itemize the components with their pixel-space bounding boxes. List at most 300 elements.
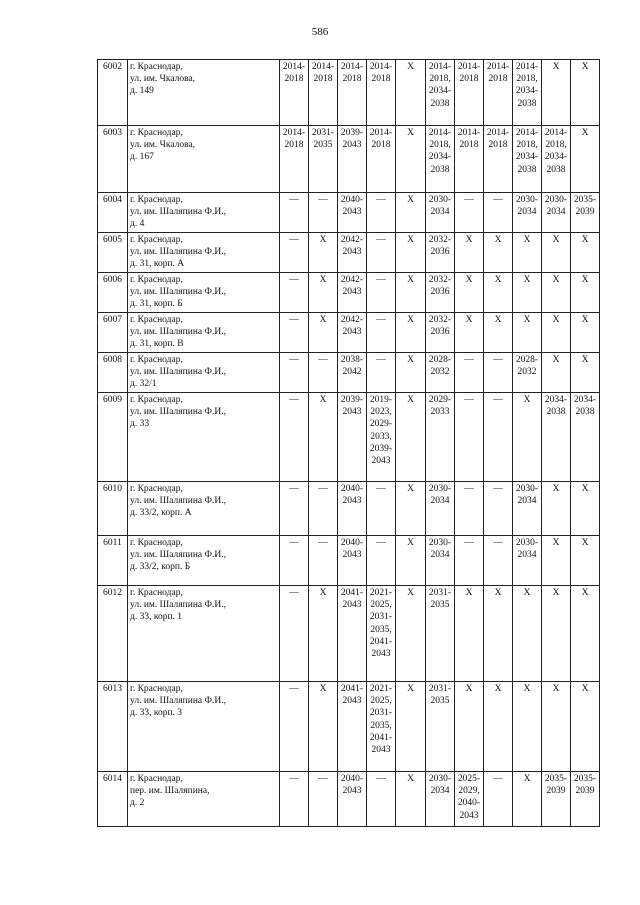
cell-line: 2043 <box>342 786 362 797</box>
address-cell <box>128 233 280 273</box>
cell-line: — <box>493 774 503 784</box>
schedule-cell <box>426 353 455 393</box>
schedule-cell <box>542 682 571 772</box>
table-row <box>98 273 600 313</box>
cell-line: X <box>407 774 414 784</box>
cell-line: — <box>464 538 474 548</box>
cell-line: X <box>552 588 560 598</box>
schedule-cell <box>396 682 426 772</box>
cell-line: 2014- <box>515 128 539 138</box>
cell-line: 2035, <box>370 720 392 731</box>
schedule-cell <box>426 126 455 193</box>
cell-line: 2018, <box>545 140 567 151</box>
address-line: г. Краснодар, <box>130 315 183 325</box>
cell-line: X <box>319 588 327 598</box>
cell-line: X <box>465 315 473 325</box>
cell-line: 2039- <box>369 443 393 454</box>
cell-line: 2043 <box>342 140 362 151</box>
cell-line: 2034 <box>430 496 450 507</box>
schedule-cell <box>513 126 542 193</box>
address-line: ул. им. Шаляпина Ф.И., <box>130 496 226 507</box>
cell-line: 2025, <box>370 600 392 611</box>
schedule-cell <box>338 682 367 772</box>
address-line: ул. им. Шаляпина Ф.И., <box>130 327 226 338</box>
schedule-cell <box>513 586 542 682</box>
schedule-cell <box>338 126 367 193</box>
cell-line: X <box>407 275 414 285</box>
schedule-cell <box>484 682 513 772</box>
address-line: г. Краснодар, <box>130 395 183 405</box>
cell-line: — <box>289 588 299 598</box>
schedule-cell <box>367 482 396 536</box>
schedule-cell <box>338 586 367 682</box>
cell-line: 2018, <box>429 140 451 151</box>
cell-line: 2034- <box>573 395 597 405</box>
schedule-cell <box>484 353 513 393</box>
cell-line: — <box>376 315 386 325</box>
schedule-cell <box>338 393 367 482</box>
cell-line: X <box>494 684 502 694</box>
address-line: ул. им. Шаляпина Ф.И., <box>130 247 226 258</box>
schedule-cell <box>309 126 338 193</box>
schedule-cell <box>396 193 426 233</box>
cell-line: 2043 <box>342 496 362 507</box>
cell-line: 2025- <box>457 774 481 784</box>
cell-line: 2034 <box>546 207 566 218</box>
schedule-cell <box>396 313 426 353</box>
row-number: 6014 <box>98 772 128 827</box>
cell-line: X <box>552 275 560 285</box>
cell-line: 2031- <box>311 128 335 138</box>
address-line: ул. им. Шаляпина Ф.И., <box>130 550 226 561</box>
schedule-cell <box>571 536 600 586</box>
schedule-cell <box>280 126 309 193</box>
schedule-cell <box>513 233 542 273</box>
schedule-cell <box>426 193 455 233</box>
address-cell <box>128 536 280 586</box>
cell-line: 2039 <box>546 786 566 797</box>
address-line: д. 149 <box>130 86 154 97</box>
row-number: 6002 <box>98 60 128 126</box>
schedule-cell <box>455 536 484 586</box>
cell-line: X <box>465 588 473 598</box>
cell-line: 2038 <box>517 164 537 175</box>
cell-line: 2035, <box>370 624 392 635</box>
cell-line: 2031- <box>428 684 452 694</box>
cell-line: 2034- <box>515 152 539 163</box>
cell-line: 2032- <box>428 235 452 245</box>
schedule-cell <box>484 313 513 353</box>
cell-line: 2034- <box>428 152 452 163</box>
cell-line: — <box>289 774 299 784</box>
schedule-cell <box>367 772 396 827</box>
address-cell <box>128 586 280 682</box>
address-line: г. Краснодар, <box>130 128 183 138</box>
row-number: 6005 <box>98 233 128 273</box>
schedule-cell <box>426 682 455 772</box>
address-line: ул. им. Шаляпина Ф.И., <box>130 207 226 218</box>
address-line: д. 31, корп. Б <box>130 299 183 310</box>
cell-line: — <box>493 538 503 548</box>
table-row <box>98 393 600 482</box>
cell-line: 2043 <box>342 550 362 561</box>
cell-line: — <box>376 235 386 245</box>
schedule-cell <box>571 772 600 827</box>
schedule-cell <box>513 682 542 772</box>
address-line: г. Краснодар, <box>130 684 183 694</box>
cell-line: 2040- <box>340 484 364 494</box>
row-number: 6011 <box>98 536 128 586</box>
cell-line: — <box>493 355 503 365</box>
schedule-cell <box>426 233 455 273</box>
table-row <box>98 682 600 772</box>
cell-line: 2014- <box>457 128 481 138</box>
cell-line: 2014- <box>282 128 306 138</box>
cell-line: 2034 <box>430 207 450 218</box>
cell-line: X <box>552 235 560 245</box>
schedule-cell <box>542 60 571 126</box>
schedule-cell <box>309 313 338 353</box>
row-number: 6006 <box>98 273 128 313</box>
schedule-cell <box>367 353 396 393</box>
cell-line: X <box>407 588 414 598</box>
schedule-cell <box>280 682 309 772</box>
cell-line: — <box>376 774 386 784</box>
schedule-cell <box>280 193 309 233</box>
schedule-cell <box>542 126 571 193</box>
address-cell <box>128 393 280 482</box>
cell-line: 2034 <box>517 550 537 561</box>
schedule-cell <box>426 60 455 126</box>
cell-line: — <box>376 484 386 494</box>
cell-line: 2043 <box>459 810 479 821</box>
cell-line: X <box>407 484 414 494</box>
cell-line: 2041- <box>340 684 364 694</box>
cell-line: 2043 <box>342 207 362 218</box>
address-line: ул. им. Шаляпина Ф.И., <box>130 367 226 378</box>
cell-line: 2035 <box>430 696 450 707</box>
address-cell <box>128 193 280 233</box>
cell-line: 2018 <box>459 74 479 85</box>
schedule-cell <box>571 353 600 393</box>
schedule-cell <box>309 482 338 536</box>
cell-line: X <box>407 315 414 325</box>
row-number: 6010 <box>98 482 128 536</box>
address-cell <box>128 772 280 827</box>
address-cell <box>128 60 280 126</box>
cell-line: 2038 <box>430 98 450 109</box>
cell-line: — <box>376 195 386 205</box>
row-number: 6012 <box>98 586 128 682</box>
cell-line: X <box>407 684 414 694</box>
schedule-cell <box>338 60 367 126</box>
schedule-cell <box>367 682 396 772</box>
address-line: д. 31, корп. А <box>130 259 185 270</box>
schedule-cell <box>455 233 484 273</box>
schedule-cell <box>338 313 367 353</box>
cell-line: X <box>319 275 327 285</box>
schedule-cell <box>280 313 309 353</box>
cell-line: — <box>493 484 503 494</box>
schedule-cell <box>571 682 600 772</box>
cell-line: 2014- <box>515 62 539 72</box>
address-line: г. Краснодар, <box>130 275 183 285</box>
cell-line: 2014- <box>369 128 393 138</box>
cell-line: X <box>407 395 414 405</box>
schedule-cell <box>513 273 542 313</box>
cell-line: X <box>581 355 589 365</box>
schedule-cell <box>571 482 600 536</box>
cell-line: 2030- <box>515 484 539 494</box>
schedule-cell <box>338 482 367 536</box>
schedule-cell <box>455 126 484 193</box>
address-line: пер. им. Шаляпина, <box>130 786 210 797</box>
schedule-cell <box>280 536 309 586</box>
cell-line: 2034 <box>517 207 537 218</box>
cell-line: X <box>581 62 589 72</box>
schedule-cell <box>484 393 513 482</box>
cell-line: 2030- <box>428 538 452 548</box>
cell-line: 2018, <box>516 140 538 151</box>
cell-line: 2014- <box>457 62 481 72</box>
address-line: д. 32/1 <box>130 379 157 390</box>
schedule-cell <box>455 682 484 772</box>
schedule-cell <box>396 772 426 827</box>
schedule-cell <box>309 193 338 233</box>
cell-line: 2042- <box>340 315 364 325</box>
address-line: д. 167 <box>130 152 154 163</box>
cell-line: 2031- <box>369 708 393 719</box>
cell-line: 2018, <box>516 74 538 85</box>
cell-line: 2014- <box>428 62 452 72</box>
schedule-cell <box>455 273 484 313</box>
address-line: ул. им. Шаляпина Ф.И., <box>130 696 226 707</box>
schedule-cell <box>396 353 426 393</box>
schedule-cell <box>309 393 338 482</box>
cell-line: 2019- <box>369 395 393 405</box>
schedule-cell <box>513 193 542 233</box>
cell-line: X <box>407 195 414 205</box>
schedule-cell <box>571 273 600 313</box>
cell-line: 2043 <box>342 600 362 611</box>
schedule-cell <box>513 772 542 827</box>
schedule-cell <box>455 313 484 353</box>
schedule-cell <box>513 536 542 586</box>
cell-line: — <box>318 355 328 365</box>
cell-line: 2018 <box>371 74 391 85</box>
schedule-cell <box>484 772 513 827</box>
cell-line: 2041- <box>369 636 393 647</box>
cell-line: 2029- <box>428 395 452 405</box>
cell-line: X <box>523 395 531 405</box>
cell-line: 2018 <box>488 74 508 85</box>
schedule-cell <box>571 393 600 482</box>
cell-line: X <box>494 588 502 598</box>
schedule-cell <box>280 586 309 682</box>
cell-line: X <box>552 684 560 694</box>
cell-line: — <box>464 195 474 205</box>
table-row <box>98 586 600 682</box>
cell-line: — <box>289 355 299 365</box>
cell-line: 2028- <box>515 355 539 365</box>
schedule-cell <box>309 536 338 586</box>
cell-line: 2040- <box>340 774 364 784</box>
schedule-cell <box>571 233 600 273</box>
cell-line: X <box>581 484 589 494</box>
schedule-cell <box>396 586 426 682</box>
schedule-cell <box>367 536 396 586</box>
cell-line: X <box>523 315 531 325</box>
schedule-cell <box>484 586 513 682</box>
cell-line: 2036 <box>430 247 450 258</box>
schedule-cell <box>455 60 484 126</box>
schedule-cell <box>571 313 600 353</box>
cell-line: X <box>581 538 589 548</box>
table-row <box>98 233 600 273</box>
cell-line: 2025, <box>370 696 392 707</box>
address-line: д. 33 <box>130 419 150 430</box>
cell-line: — <box>376 275 386 285</box>
cell-line: 2030- <box>515 195 539 205</box>
cell-line: 2041- <box>340 588 364 598</box>
schedule-cell <box>309 772 338 827</box>
cell-line: — <box>289 315 299 325</box>
cell-line: 2034- <box>544 395 568 405</box>
schedule-cell <box>338 353 367 393</box>
cell-line: 2018, <box>429 74 451 85</box>
cell-line: 2018 <box>313 74 333 85</box>
schedule-cell <box>396 273 426 313</box>
schedule-cell <box>484 60 513 126</box>
cell-line: 2043 <box>342 327 362 338</box>
schedule-cell <box>280 353 309 393</box>
cell-line: 2043 <box>342 287 362 298</box>
address-line: г. Краснодар, <box>130 62 183 72</box>
cell-line: — <box>318 774 328 784</box>
cell-line: X <box>523 588 531 598</box>
table-row <box>98 353 600 393</box>
table-row <box>98 193 600 233</box>
address-line: г. Краснодар, <box>130 355 183 365</box>
cell-line: 2031- <box>428 588 452 598</box>
cell-line: 2035- <box>544 774 568 784</box>
schedule-cell <box>542 273 571 313</box>
cell-line: X <box>494 235 502 245</box>
row-number: 6013 <box>98 682 128 772</box>
cell-line: X <box>581 235 589 245</box>
cell-line: X <box>465 235 473 245</box>
address-line: г. Краснодар, <box>130 235 183 245</box>
cell-line: 2040- <box>340 195 364 205</box>
schedule-cell <box>455 193 484 233</box>
schedule-cell <box>367 313 396 353</box>
cell-line: 2033 <box>430 407 450 418</box>
cell-line: X <box>581 315 589 325</box>
cell-line: X <box>319 235 327 245</box>
schedule-cell <box>309 682 338 772</box>
cell-line: 2035 <box>313 140 333 151</box>
address-cell <box>128 273 280 313</box>
cell-line: 2034- <box>544 152 568 163</box>
cell-line: 2014- <box>544 128 568 138</box>
cell-line: 2032 <box>517 367 537 378</box>
address-line: ул. им. Шаляпина Ф.И., <box>130 600 226 611</box>
cell-line: 2021- <box>369 588 393 598</box>
schedule-cell <box>513 60 542 126</box>
cell-line: 2014- <box>428 128 452 138</box>
cell-line: 2035- <box>573 774 597 784</box>
cell-line: X <box>581 275 589 285</box>
cell-line: — <box>289 235 299 245</box>
cell-line: X <box>494 275 502 285</box>
row-number: 6008 <box>98 353 128 393</box>
cell-line: — <box>289 684 299 694</box>
schedule-cell <box>542 536 571 586</box>
cell-line: 2034- <box>515 86 539 97</box>
cell-line: X <box>465 275 473 285</box>
cell-line: X <box>319 315 327 325</box>
schedule-cell <box>542 233 571 273</box>
schedule-cell <box>484 193 513 233</box>
schedule-cell <box>484 536 513 586</box>
address-line: ул. им. Чкалова, <box>130 140 196 151</box>
cell-line: X <box>581 128 589 138</box>
address-line: г. Краснодар, <box>130 538 183 548</box>
cell-line: 2042- <box>340 275 364 285</box>
schedule-cell <box>367 126 396 193</box>
cell-line: — <box>376 355 386 365</box>
address-line: г. Краснодар, <box>130 774 183 784</box>
schedule-cell <box>542 586 571 682</box>
cell-line: 2038 <box>575 407 595 418</box>
schedule-cell <box>455 586 484 682</box>
address-line: д. 2 <box>130 798 145 809</box>
cell-line: 2030- <box>428 774 452 784</box>
cell-line: 2032- <box>428 315 452 325</box>
address-line: ул. им. Чкалова, <box>130 74 196 85</box>
schedule-cell <box>396 233 426 273</box>
schedule-cell <box>367 233 396 273</box>
cell-line: 2018 <box>488 140 508 151</box>
cell-line: 2014- <box>486 128 510 138</box>
schedule-cell <box>426 772 455 827</box>
cell-line: 2034 <box>430 550 450 561</box>
cell-line: X <box>319 684 327 694</box>
cell-line: X <box>407 355 414 365</box>
address-line: д. 33, корп. 1 <box>130 612 183 623</box>
schedule-cell <box>513 393 542 482</box>
cell-line: 2029, <box>458 786 480 797</box>
schedule-cell <box>513 313 542 353</box>
schedule-cell <box>309 586 338 682</box>
cell-line: 2018 <box>459 140 479 151</box>
schedule-cell <box>542 772 571 827</box>
cell-line: — <box>493 195 503 205</box>
address-cell <box>128 353 280 393</box>
cell-line: — <box>318 195 328 205</box>
cell-line: X <box>523 235 531 245</box>
table-row <box>98 313 600 353</box>
cell-line: X <box>552 538 560 548</box>
address-line: г. Краснодар, <box>130 484 183 494</box>
schedule-cell <box>367 586 396 682</box>
cell-line: 2031- <box>369 612 393 623</box>
cell-line: X <box>581 588 589 598</box>
schedule-cell <box>280 233 309 273</box>
cell-line: 2035 <box>430 600 450 611</box>
schedule-cell <box>396 536 426 586</box>
address-line: г. Краснодар, <box>130 588 183 598</box>
